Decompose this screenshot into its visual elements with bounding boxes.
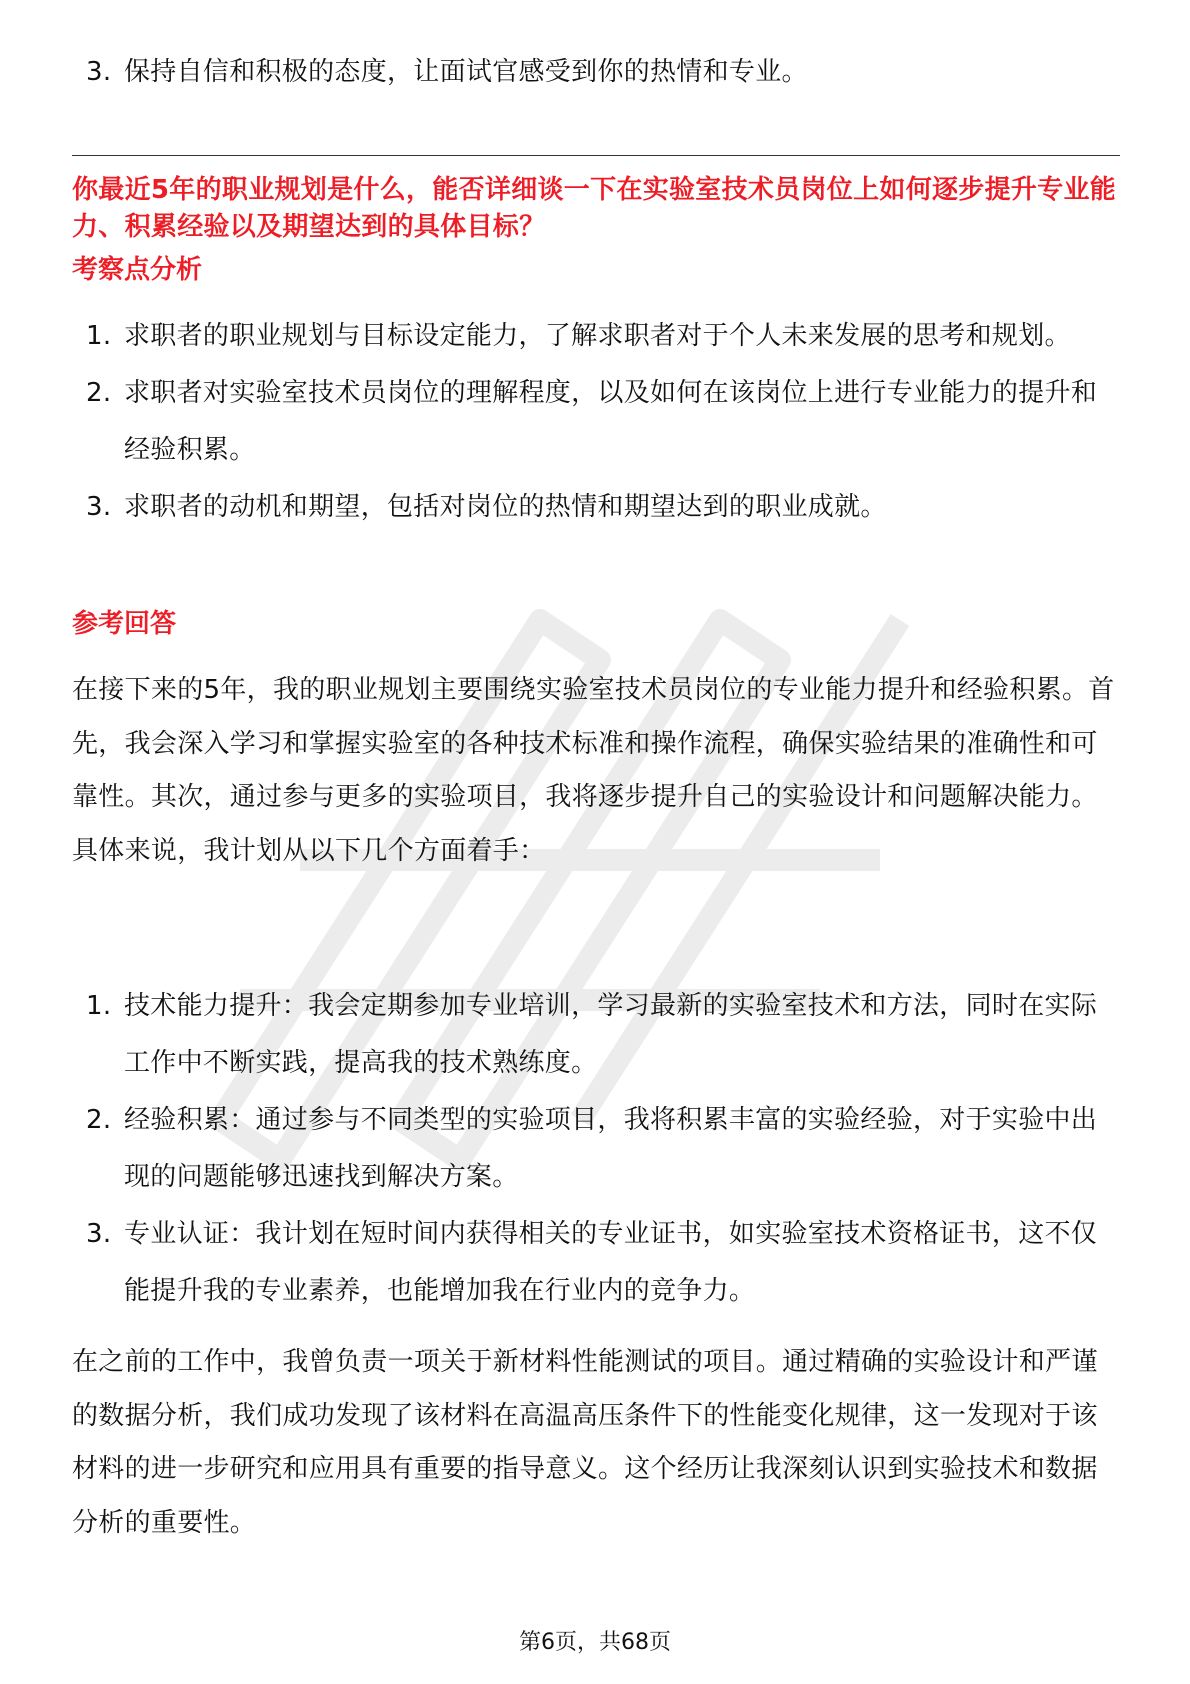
list-item	[72, 44, 1118, 101]
answer-intro-paragraph: 在接下来的5年，我的职业规划主要围绕实验室技术员岗位的专业能力提升和经验积累。首先，我会深入学习和掌握实验室的各种技术标准和操作流程，确保实验结果的准确性和可靠性。其次，通过参与更多的实验项目，我将逐步提升自己的实验设计和问题解决能力。具体来说，我计划从以下几个方面着手：	[72, 675, 1115, 866]
list-text: 保持自信和积极的态度，让面试官感受到你的热情和专业。	[124, 57, 808, 87]
question-title: 你最近5年的职业规划是什么，能否详细谈一下在实验室技术员岗位上如何逐步提升专业能力、积累经验以及期望达到的具体目标？	[72, 175, 1117, 242]
list-number: 3.	[86, 57, 112, 87]
answer-closing-paragraph: 在之前的工作中，我曾负责一项关于新材料性能测试的项目。通过精确的实验设计和严谨的数据分析，我们成功发现了该材料在高温高压条件下的性能变化规律，这一发现对于该材料的进一步研究和应用具有重要的指导意义。这个经历让我深刻认识到实验技术和数据分析的重要性。	[72, 1347, 1098, 1538]
analysis-heading: 考察点分析	[72, 255, 203, 285]
list-number: 2.	[86, 1105, 112, 1135]
list-text: 技术能力提升：我会定期参加专业培训，学习最新的实验室技术和方法，同时在实际工作中不断实践，提高我的技术熟练度。	[124, 991, 1098, 1078]
list-number: 1.	[86, 321, 112, 351]
list-item	[72, 1092, 1118, 1206]
list-text: 经验积累：通过参与不同类型的实验项目，我将积累丰富的实验经验，对于实验中出现的问题能够迅速找到解决方案。	[124, 1105, 1098, 1192]
list-text: 求职者的职业规划与目标设定能力，了解求职者对于个人未来发展的思考和规划。	[124, 321, 1071, 351]
answer-heading: 参考回答	[72, 609, 177, 639]
list-text: 求职者的动机和期望，包括对岗位的热情和期望达到的职业成就。	[124, 492, 887, 522]
list-item	[72, 365, 1118, 479]
list-text: 专业认证：我计划在短时间内获得相关的专业证书，如实验室技术资格证书，这不仅能提升我的专业素养，也能增加我在行业内的竞争力。	[124, 1219, 1098, 1306]
list-number: 2.	[86, 378, 112, 408]
list-text: 求职者对实验室技术员岗位的理解程度，以及如何在该岗位上进行专业能力的提升和经验积累。	[124, 378, 1098, 465]
section-divider	[72, 155, 1120, 156]
list-item	[72, 308, 1118, 365]
list-item	[72, 978, 1118, 1092]
list-item	[72, 1206, 1118, 1320]
answer-list	[72, 978, 1118, 1320]
list-item	[72, 479, 1118, 536]
list-number: 3.	[86, 492, 112, 522]
list-number: 1.	[86, 991, 112, 1021]
page-footer: 第6页，共68页	[519, 1630, 671, 1655]
list-number: 3.	[86, 1219, 112, 1249]
previous-answer-list	[72, 44, 1118, 101]
analysis-list	[72, 308, 1118, 536]
